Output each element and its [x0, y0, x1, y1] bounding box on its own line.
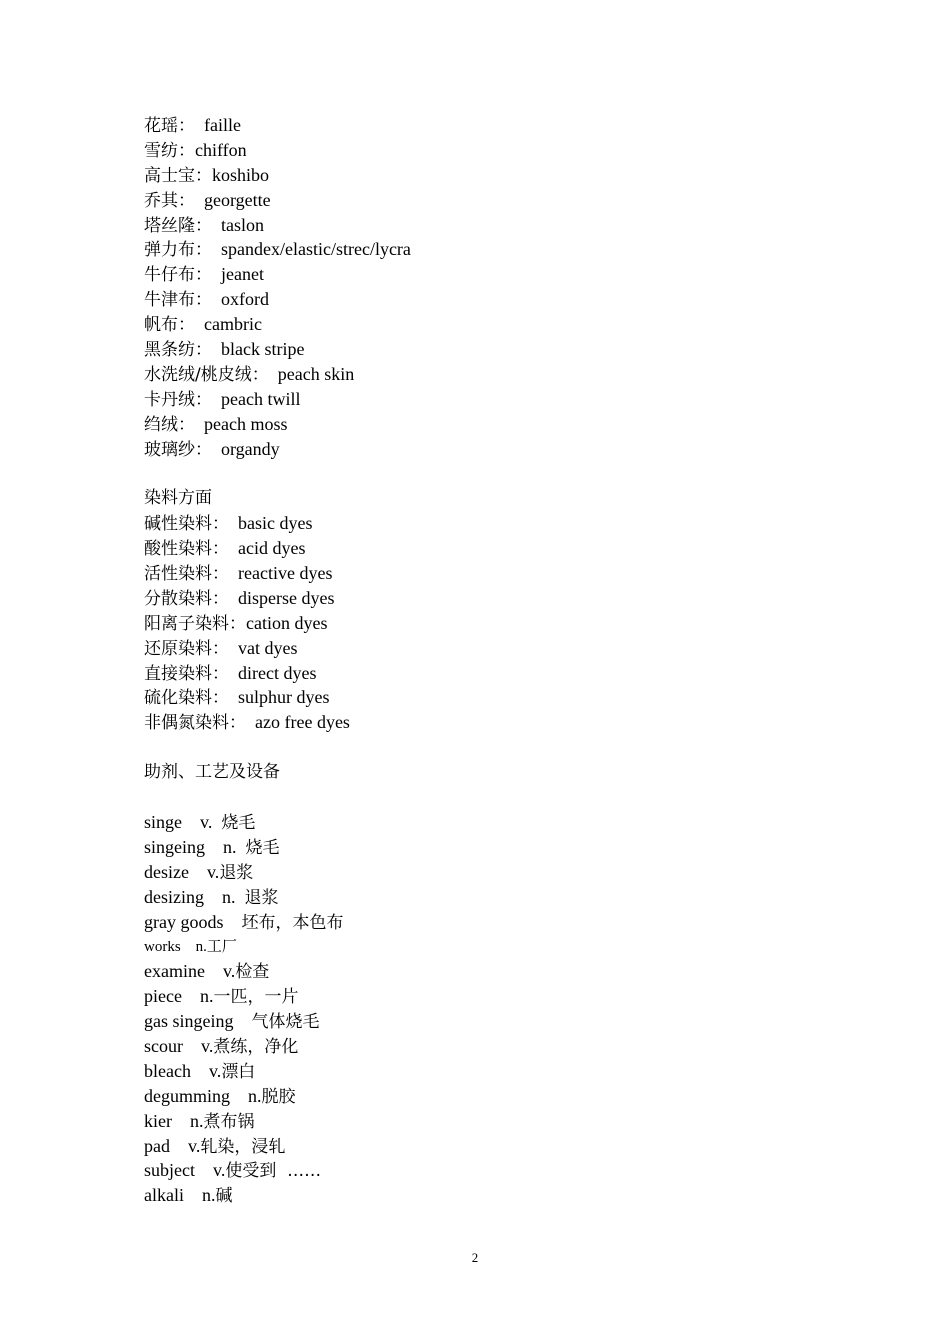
spacer	[144, 735, 844, 760]
list-item: examine v.检查	[144, 961, 270, 983]
list-item: desizing n. 退浆	[144, 886, 279, 908]
list-item: 乔其： georgette	[144, 189, 271, 211]
list-item: 直接染料： direct dyes	[144, 662, 317, 684]
list-item: scour v.煮练，净化	[144, 1035, 299, 1057]
list-item: piece n.一匹，一片	[144, 986, 299, 1008]
list-item: alkali n.碱	[144, 1185, 233, 1207]
list-item: bleach v.漂白	[144, 1060, 256, 1082]
list-item: 帆布： cambric	[144, 314, 262, 336]
list-item: desize v.退浆	[144, 861, 254, 883]
list-item: pad v.轧染，浸轧	[144, 1135, 286, 1157]
list-item: kier n.煮布锅	[144, 1110, 255, 1132]
page-number: 2	[471, 1250, 479, 1265]
list-item: works n.工厂	[144, 939, 237, 956]
fabric-list	[144, 113, 844, 461]
list-item: gas singeing 气体烧毛	[144, 1011, 320, 1033]
list-item: 非偶氮染料： azo free dyes	[144, 712, 350, 734]
dye-list	[144, 511, 844, 735]
list-item: 黑条纺： black stripe	[144, 339, 305, 361]
list-item: gray goods 坯布，本色布	[144, 911, 344, 933]
list-item: subject v.使受到 ……	[144, 1160, 322, 1182]
section-heading-dyes: 染料方面	[144, 488, 212, 509]
list-item: singeing n. 烧毛	[144, 836, 280, 858]
list-item: 卡丹绒： peach twill	[144, 388, 301, 410]
page-content	[144, 113, 844, 1208]
list-item: 高士宝：koshibo	[144, 164, 270, 186]
list-item: 还原染料： vat dyes	[144, 637, 298, 659]
list-item: 活性染料： reactive dyes	[144, 563, 333, 585]
list-item: 塔丝隆： taslon	[144, 214, 264, 236]
list-item: 牛津布： oxford	[144, 289, 269, 311]
list-item: 绉绒： peach moss	[144, 413, 288, 435]
list-item: 硫化染料： sulphur dyes	[144, 687, 330, 709]
list-item: 碱性染料： basic dyes	[144, 513, 313, 535]
list-item: 阳离子染料：cation dyes	[144, 612, 328, 634]
list-item: singe v. 烧毛	[144, 811, 256, 833]
list-item: 分散染料： disperse dyes	[144, 587, 335, 609]
list-item: degumming n.脱胶	[144, 1085, 296, 1107]
list-item: 花瑶： faille	[144, 115, 241, 136]
list-item: 弹力布： spandex/elastic/strec/lycra	[144, 239, 411, 261]
list-item: 雪纺：chiffon	[144, 139, 247, 161]
spacer	[144, 785, 844, 810]
list-item: 玻璃纱： organdy	[144, 438, 280, 460]
list-item: 酸性染料： acid dyes	[144, 538, 306, 560]
list-item: 牛仔布： jeanet	[144, 264, 264, 286]
section-heading-process: 助剂、工艺及设备	[144, 762, 280, 783]
vocab-list	[144, 810, 844, 1208]
spacer	[144, 461, 844, 486]
list-item: 水洗绒/桃皮绒： peach skin	[144, 363, 355, 385]
